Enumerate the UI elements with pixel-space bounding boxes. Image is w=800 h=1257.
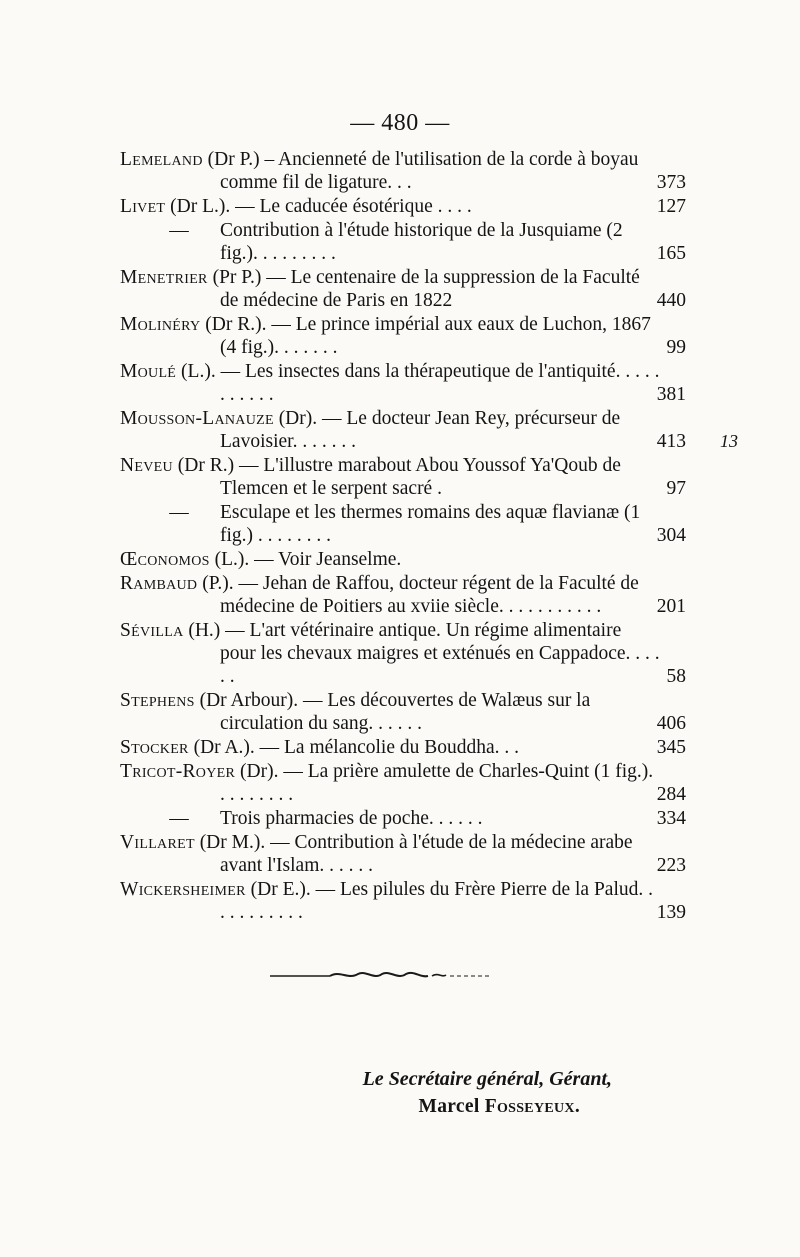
author-name: Sévilla bbox=[120, 620, 184, 641]
article-title: (Dr L.). — Le caducée ésotérique . . . . bbox=[165, 196, 472, 217]
index-entry bbox=[120, 219, 686, 265]
author-name: Rambaud bbox=[120, 573, 198, 594]
page-reference: 58 bbox=[666, 666, 686, 687]
article-title: (Dr R.). — Le prince impérial aux eaux de Luchon, 1867 (4 fig.). . . . . . . bbox=[200, 314, 651, 358]
author-name: Stephens bbox=[120, 690, 195, 711]
page-reference: 345 bbox=[656, 737, 686, 758]
page-reference: 381 bbox=[656, 384, 686, 405]
index-entry bbox=[120, 619, 686, 688]
author-name: Livet bbox=[120, 196, 166, 217]
index-entry bbox=[120, 878, 686, 924]
author-name: Villaret bbox=[120, 832, 195, 853]
article-title: (Dr Arbour). — Les découvertes de Walæus sur la circulation du sang. . . . . . bbox=[194, 690, 591, 734]
page-number: — 480 — bbox=[350, 110, 450, 136]
page-reference: 201 bbox=[656, 596, 686, 617]
index-entry bbox=[120, 407, 738, 453]
article-title: (Dr E.). — Les pilules du Frère Pierre de la Palud. . . . . . . . . . . bbox=[220, 879, 653, 923]
article-title: (Dr M.). — Contribution à l'étude de la médecine arabe avant l'Islam. . . . . . bbox=[194, 832, 633, 876]
author-name: Moulé bbox=[120, 361, 177, 382]
page-reference: 373 bbox=[656, 172, 686, 193]
article-title: (L.). — Voir Jeanselme. bbox=[209, 549, 402, 570]
index-entry bbox=[120, 548, 660, 571]
author-name: Molinéry bbox=[120, 314, 201, 335]
page-reference: 165 bbox=[656, 243, 686, 264]
index-entry bbox=[120, 454, 686, 500]
page-reference: 99 bbox=[666, 337, 686, 358]
author-name: Neveu bbox=[120, 455, 173, 476]
author-name: Œconomos bbox=[120, 549, 210, 570]
index-entry bbox=[120, 148, 686, 194]
signature-title: Le Secrétaire général, Gérant, bbox=[362, 1068, 612, 1090]
article-title: (Dr P.) – Ancienneté de l'utilisation de la corde à boyau comme fil de ligature. . . bbox=[202, 149, 639, 193]
article-title: Trois pharmacies de poche. . . . . . bbox=[220, 808, 483, 829]
author-name: Mousson-Lanauze bbox=[120, 408, 274, 429]
index-entry bbox=[120, 736, 686, 759]
author-name: Wickersheimer bbox=[120, 879, 246, 900]
signature-first-name: Marcel bbox=[418, 1096, 480, 1117]
decorative-divider bbox=[270, 968, 510, 982]
page-reference: 223 bbox=[656, 855, 686, 876]
article-title: (Dr). — Le docteur Jean Rey, précurseur de Lavoisier. . . . . . . bbox=[220, 408, 621, 452]
article-title: (Dr). — La prière amulette de Charles-Quint (1 fig.). . . . . . . . . bbox=[220, 761, 654, 805]
author-name: Tricot-Royer bbox=[120, 761, 236, 782]
author-name: Lemeland bbox=[120, 149, 203, 170]
index-entry bbox=[120, 360, 686, 406]
author-name: Stocker bbox=[120, 737, 189, 758]
article-title: Contribution à l'étude historique de la Jusquiame (2 fig.). . . . . . . . . bbox=[220, 220, 623, 264]
handwritten-correction: 13 bbox=[720, 431, 738, 451]
same-author-dash: — bbox=[169, 220, 189, 241]
index-entry bbox=[120, 313, 686, 359]
index-entry bbox=[120, 501, 686, 547]
page-reference: 440 bbox=[656, 290, 686, 311]
article-title: (Dr R.) — L'illustre marabout Abou Youssof Ya'Qoub de Tlemcen et le serpent sacré . bbox=[172, 455, 621, 499]
same-author-dash: — bbox=[169, 808, 189, 829]
page-reference: 334 bbox=[656, 808, 686, 829]
index-entry bbox=[120, 195, 686, 218]
index-entry bbox=[120, 689, 686, 735]
index-entry bbox=[120, 807, 686, 830]
signature-last-name: Fosseyeux. bbox=[484, 1096, 580, 1117]
page-reference: 304 bbox=[656, 525, 686, 546]
article-title: (H.) — L'art vétérinaire antique. Un régime alimentaire pour les chevaux maigres et exténués en Cappadoce. . . . . . bbox=[183, 620, 660, 687]
article-title: (Dr A.). — La mélancolie du Bouddha. . . bbox=[188, 737, 520, 758]
index-entry bbox=[120, 572, 686, 618]
page-reference: 413 bbox=[656, 431, 686, 452]
article-title: Esculape et les thermes romains des aquæ flavianæ (1 fig.) . . . . . . . . bbox=[220, 502, 641, 546]
index-entry bbox=[120, 831, 686, 877]
author-index-list bbox=[120, 148, 738, 925]
same-author-dash: — bbox=[169, 502, 189, 523]
article-title: (P.). — Jehan de Raffou, docteur régent de la Faculté de médecine de Poitiers au xviie siècle. . . . . . . . . . . bbox=[197, 573, 639, 617]
index-entry bbox=[120, 266, 686, 312]
page-reference: 406 bbox=[656, 713, 686, 734]
page-reference: 97 bbox=[666, 478, 686, 499]
page-reference: 284 bbox=[656, 784, 686, 805]
author-name: Menetrier bbox=[120, 267, 208, 288]
page-reference: 127 bbox=[656, 196, 686, 217]
page-reference: 139 bbox=[656, 902, 686, 923]
article-title: (L.). — Les insectes dans la thérapeutique de l'antiquité. . . . . . . . . . . bbox=[176, 361, 660, 405]
index-entry bbox=[120, 760, 686, 806]
signature-name bbox=[0, 1096, 580, 1118]
article-title: (Pr P.) — Le centenaire de la suppression de la Faculté de médecine de Paris en 1822 bbox=[207, 267, 640, 311]
